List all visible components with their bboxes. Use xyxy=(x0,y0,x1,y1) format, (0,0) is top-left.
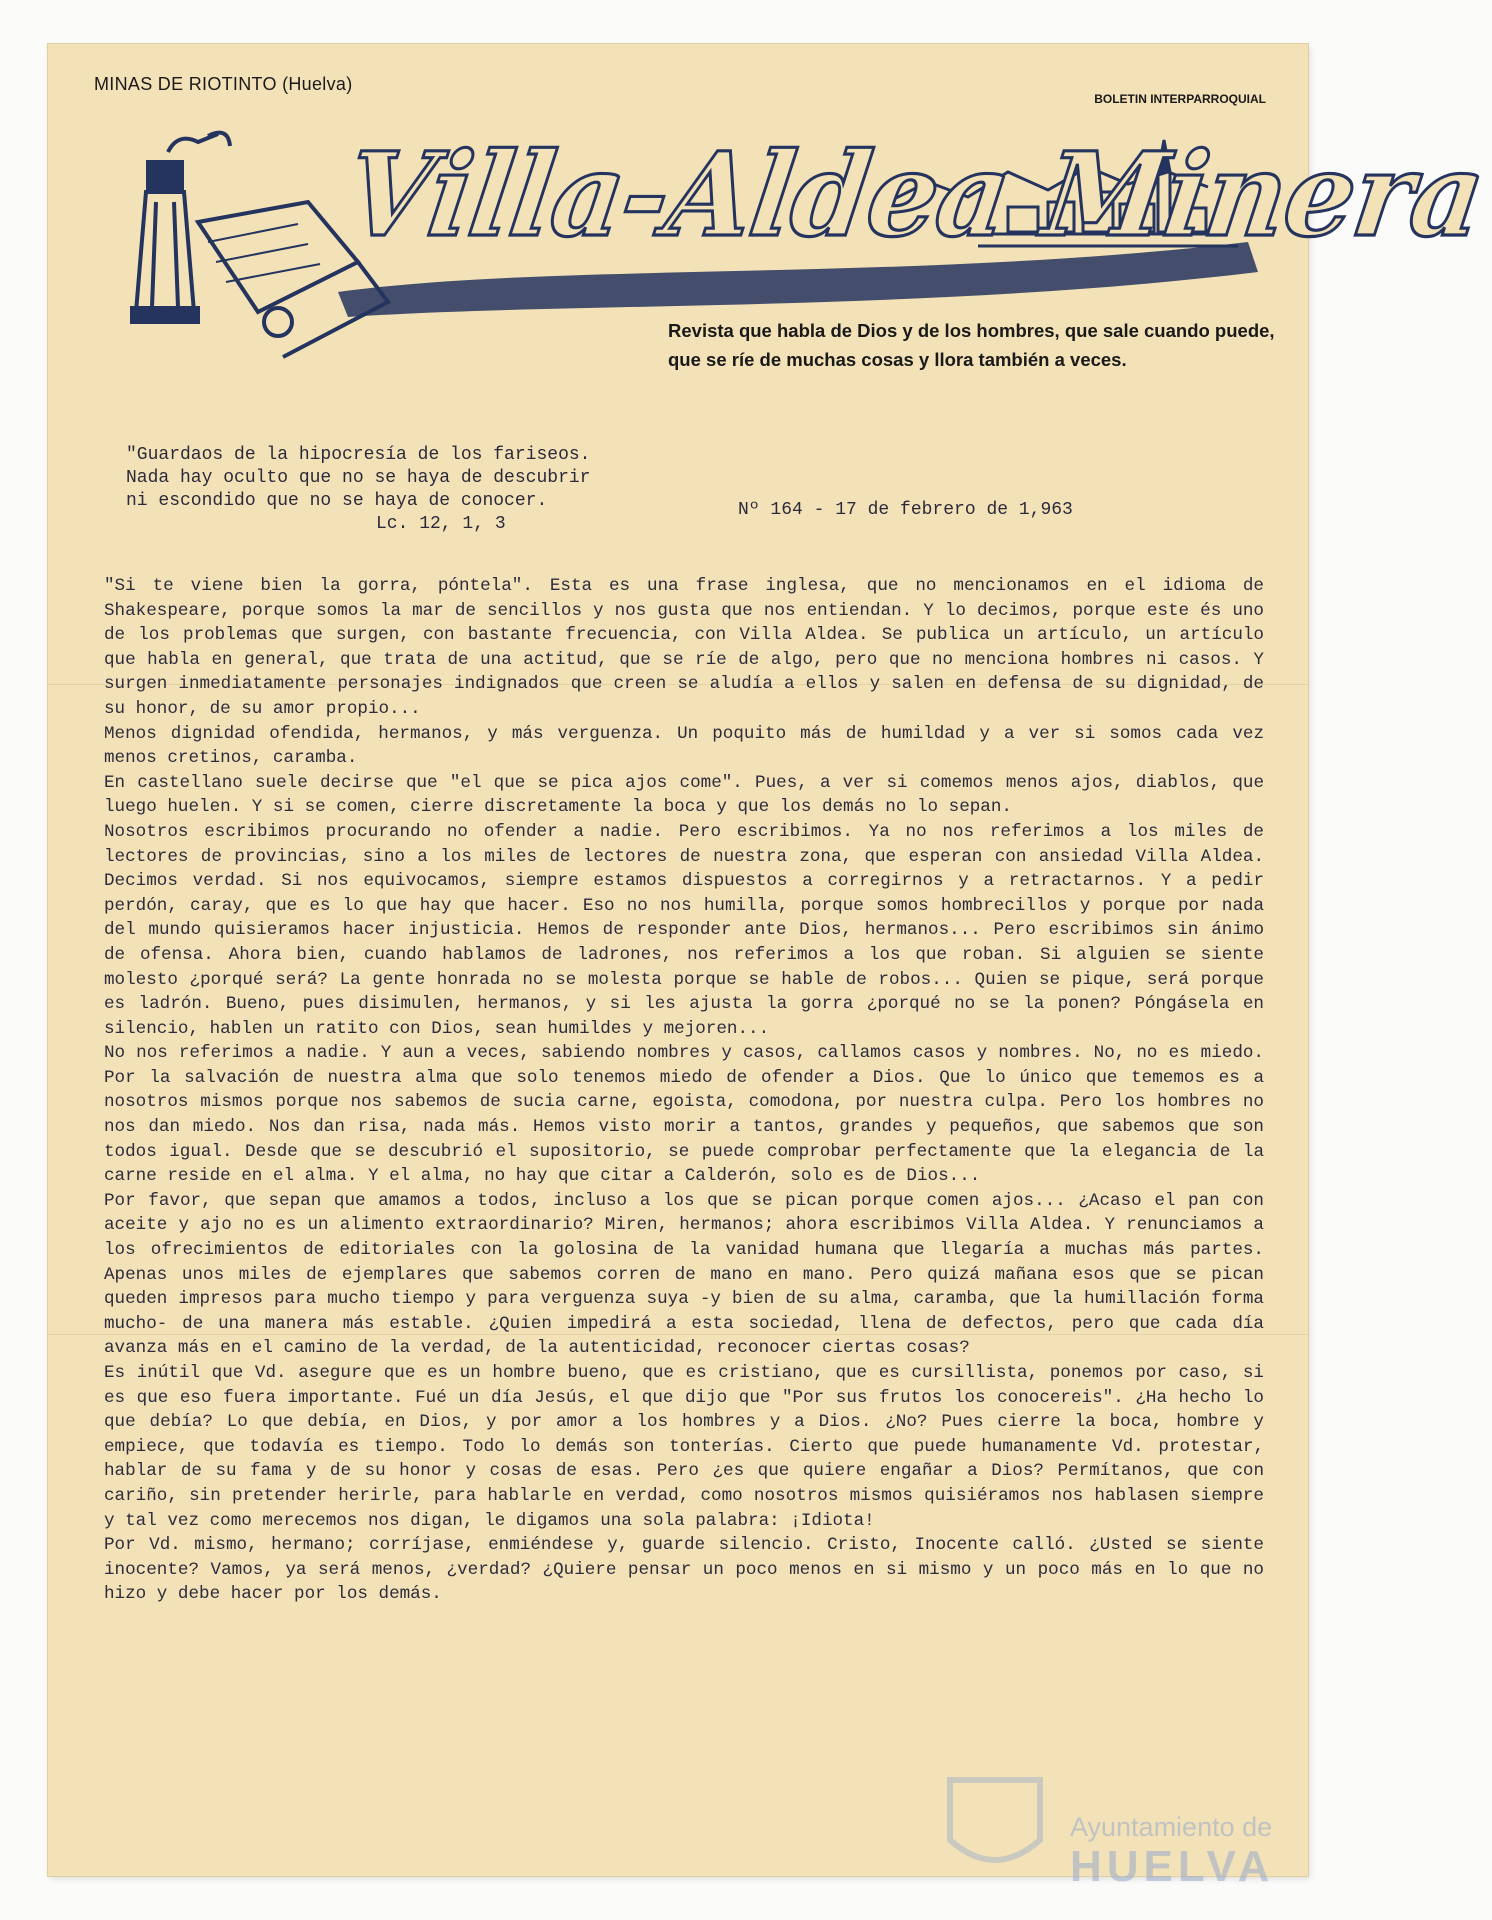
article-paragraph: Menos dignidad ofendida, hermanos, y más verguenza. Un poquito más de humildad y a ver si somos cada vez menos cretinos, caramba. xyxy=(104,723,1264,769)
epigraph-line: Nada hay oculto que no se haya de descubrir xyxy=(126,468,591,488)
article-paragraph: Por Vd. mismo, hermano; corríjase, enmiéndese y, guarde silencio. Cristo, Inocente calló. ¿Usted se siente inocente? Vamos, ya será menos, ¿verdad? ¿Quiere pensar un poco menos en si mismo y un poco más en lo que no hizo y debe hacer por los demás. xyxy=(104,1535,1264,1605)
epigraph-line: "Guardaos de la hipocresía de los fariseos. xyxy=(126,445,591,465)
document-sheet xyxy=(48,44,1492,1876)
header-bulletin: BOLETIN INTERPARROQUIAL xyxy=(1094,92,1266,106)
article-paragraph: No nos referimos a nadie. Y aun a veces, sabiendo nombres y casos, callamos casos y nombres. No, no es miedo. Por la salvación de nuestra alma que solo tenemos miedo de ofender a Dios. Que lo único que tememos es a nosotros mismos porque nos sabemos de sucia carne, egoista, comodona, por nuestra culpa. Pero los hombres no nos dan miedo. Nos dan risa, nada más. Hemos visto morir a tantos, grandes y pequeños, que sabemos que son todos igual. Desde que se descubrió el supositorio, se puede comprobar perfectamente que la elegancia de la carne reside en el alma. Y el alma, no hay que citar a Calderón, solo es de Dios... xyxy=(104,1043,1264,1187)
header-place: MINAS DE RIOTINTO (Huelva) xyxy=(94,74,353,94)
article-paragraph: Nosotros escribimos procurando no ofender a nadie. Pero escribimos. Ya no nos referimos a los miles de lectores de provincias, sino a los miles de lectores de nuestra zona, que esperan con ansiedad Villa Aldea. Decimos verdad. Si nos equivocamos, siempre estamos dispuestos a corregirnos y a retractarnos. Y a pedir perdón, caray, que es lo que hay que hacer. Eso no nos humilla, porque somos hombrecillos y porque por nada del mundo quisieramos hacer injusticia. Hemos de responder ante Dios, hermanos... Pero escribimos sin ánimo de ofensa. Ahora bien, cuando hablamos de ladrones, nos referimos a los que roban. Si alguien se siente molesto ¿porqué será? La gente honrada no se molesta porque se hable de robos... Quien se pique, será porque es ladrón. Bueno, pues disimulen, hermanos, y si les ajusta la gorra ¿porqué no se la ponen? Póngásela en silencio, hablen un ratito con Dios, sean humildes y mejoren... xyxy=(104,821,1264,1039)
epigraph-line: ni escondido que no se haya de conocer. xyxy=(126,491,548,511)
issue-number-date: Nº 164 - 17 de febrero de 1,963 xyxy=(738,500,1073,520)
article-paragraph: Es inútil que Vd. asegure que es un hombre bueno, que es cristiano, que es cursillista, ponemos por caso, si es que eso fuera importante. Fué un día Jesús, el que dijo que "Por sus frutos los conocereis". ¿Ha hecho lo que debía? Lo que debía, en Dios, y por amor a los hombres y a Dios. ¿No? Pues cierre la boca, hombre y empiece, que todavía es tiempo. Todo lo demás son tonterías. Cierto que puede humanamente Vd. protestar, hablar de su fama y de su honor y cosas de esas. Pero ¿es que quiere engañar a Dios? Permítanos, que con cariño, sin pretender herirle, para hablarle en verdad, como nosotros mismos quisiéramos nos hablasen siempre y tal vez como merecemos nos digan, le digamos una sola palabra: ¡Idiota! xyxy=(104,1363,1264,1531)
masthead-title: Villa-Aldea Minera xyxy=(338,126,1492,263)
watermark-line1: Ayuntamiento de xyxy=(1070,1812,1273,1842)
article-paragraph: Por favor, que sepan que amamos a todos, incluso a los que se pican porque comen ajos... ¿Acaso el pan con aceite y ajo no es un alimento extraordinario? Miren, hermanos; ahora escribimos Villa Aldea. Y renunciamos a los ofrecimientos de editoriales con la golosina de la vanidad humana que llegaría a muchas más partes. Apenas unos miles de ejemplares que sabemos corren de mano en mano. Pero quizá mañana esos que se pican queden impresos para mucho tiempo y para verguenza suya -y bien de su alma, caramba, que la humillación forma mucho- de una manera más estable. ¿Quien impedirá a esta sociedad, llena de defectos, pero que cada día avanza más en el camino de la verdad, de la autenticidad, reconocer ciertas cosas? xyxy=(104,1190,1264,1359)
epigraph-reference: Lc. 12, 1, 3 xyxy=(376,514,506,534)
article-paragraph: "Si te viene bien la gorra, póntela". Esta es una frase inglesa, que no mencionamos en el idioma de Shakespeare, porque somos la mar de sencillos y nos gusta que nos entiendan. Y lo decimos, porque este és uno de los problemas que surgen, con bastante frecuencia, con Villa Aldea. Se publica un artículo, un artículo que habla en general, que trata de una actitud, que se ríe de algo, pero que no menciona hombres ni casos. Y surgen inmediatamente personajes indignados que creen se aludía a ellos y salen en defensa de su dignidad, de su honor, de su amor propio... xyxy=(104,576,1264,719)
article-body xyxy=(104,574,1264,1607)
article-paragraph: En castellano suele decirse que "el que se pica ajos come". Pues, a ver si comemos menos ajos, diablos, que luego huelen. Y si se comen, cierre discretamente la boca y que los demás no lo sepan. xyxy=(104,772,1264,818)
epigraph xyxy=(126,444,686,536)
masthead-tagline: Revista que habla de Dios y de los hombres, que sale cuando puede, que se ríe de muchas cosas y llora también a veces. xyxy=(668,320,1275,370)
watermark-line2: HUELVA xyxy=(1070,1842,1275,1891)
